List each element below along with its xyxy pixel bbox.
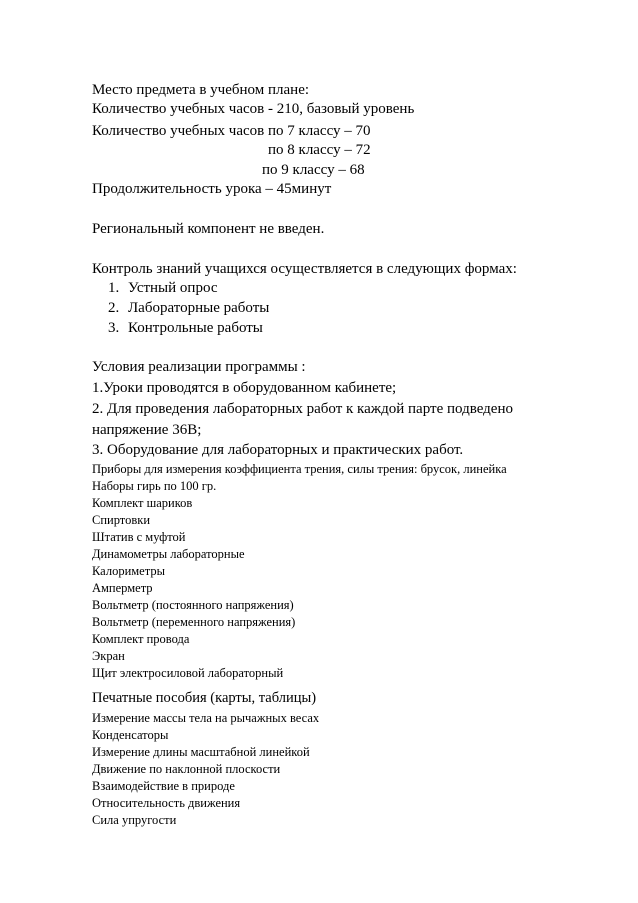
equipment-item: Экран: [92, 649, 125, 663]
plan-heading: Место предмета в учебном плане:: [92, 82, 310, 98]
control-heading: Контроль знаний учащихся осуществляется в следующих формах:: [92, 261, 517, 277]
condition-2-line-1: 2. Для проведения лабораторных работ к каждой парте подведено: [92, 401, 513, 417]
list-number: 2.: [108, 300, 120, 316]
condition-3: 3. Оборудование для лабораторных и практических работ.: [92, 442, 464, 458]
printed-aid-item: Сила упругости: [92, 813, 177, 827]
printed-aid-item: Измерение длины масштабной линейкой: [92, 745, 310, 759]
lesson-length: Продолжительность урока – 45минут: [92, 181, 332, 197]
equipment-item: Щит электросиловой лабораторный: [92, 666, 284, 680]
equipment-item: Вольтметр (переменного напряжения): [92, 615, 296, 629]
equipment-item: Спиртовки: [92, 513, 151, 527]
grade8-hours: по 8 классу – 72: [268, 142, 371, 158]
grade9-hours: по 9 классу – 68: [262, 162, 365, 178]
list-text: Контрольные работы: [128, 320, 263, 336]
list-item: [92, 320, 392, 340]
printed-aid-item: Конденсаторы: [92, 728, 169, 742]
printed-aid-item: Измерение массы тела на рычажных весах: [92, 711, 320, 725]
condition-2-line-2: напряжение 36В;: [92, 422, 202, 438]
list-number: 1.: [108, 280, 120, 296]
printed-aid-item: Движение по наклонной плоскости: [92, 762, 281, 776]
printed-aids-heading: Печатные пособия (карты, таблицы): [92, 690, 317, 706]
grade7-hours: Количество учебных часов по 7 классу – 70: [92, 123, 371, 139]
list-text: Лабораторные работы: [128, 300, 270, 316]
conditions-heading: Условия реализации программы :: [92, 359, 306, 375]
printed-aid-item: Относительность движения: [92, 796, 241, 810]
equipment-item: Приборы для измерения коэффициента трения, силы трения: брусок, линейка: [92, 462, 507, 476]
equipment-item: Калориметры: [92, 564, 165, 578]
list-text: Устный опрос: [128, 280, 218, 296]
equipment-item: Штатив с муфтой: [92, 530, 186, 544]
equipment-item: Динамометры лабораторные: [92, 547, 245, 561]
printed-aid-item: Взаимодействие в природе: [92, 779, 235, 793]
equipment-item: Комплект провода: [92, 632, 190, 646]
equipment-item: Амперметр: [92, 581, 153, 595]
condition-1: 1.Уроки проводятся в оборудованном кабинете;: [92, 380, 397, 396]
list-item: [92, 300, 392, 320]
list-number: 3.: [108, 320, 120, 336]
list-item: [92, 280, 392, 300]
equipment-item: Комплект шариков: [92, 496, 193, 510]
regional-component: Региональный компонент не введен.: [92, 221, 325, 237]
equipment-item: Наборы гирь по 100 гр.: [92, 479, 217, 493]
total-hours: Количество учебных часов - 210, базовый уровень: [92, 101, 415, 117]
equipment-item: Вольтметр (постоянного напряжения): [92, 598, 294, 612]
